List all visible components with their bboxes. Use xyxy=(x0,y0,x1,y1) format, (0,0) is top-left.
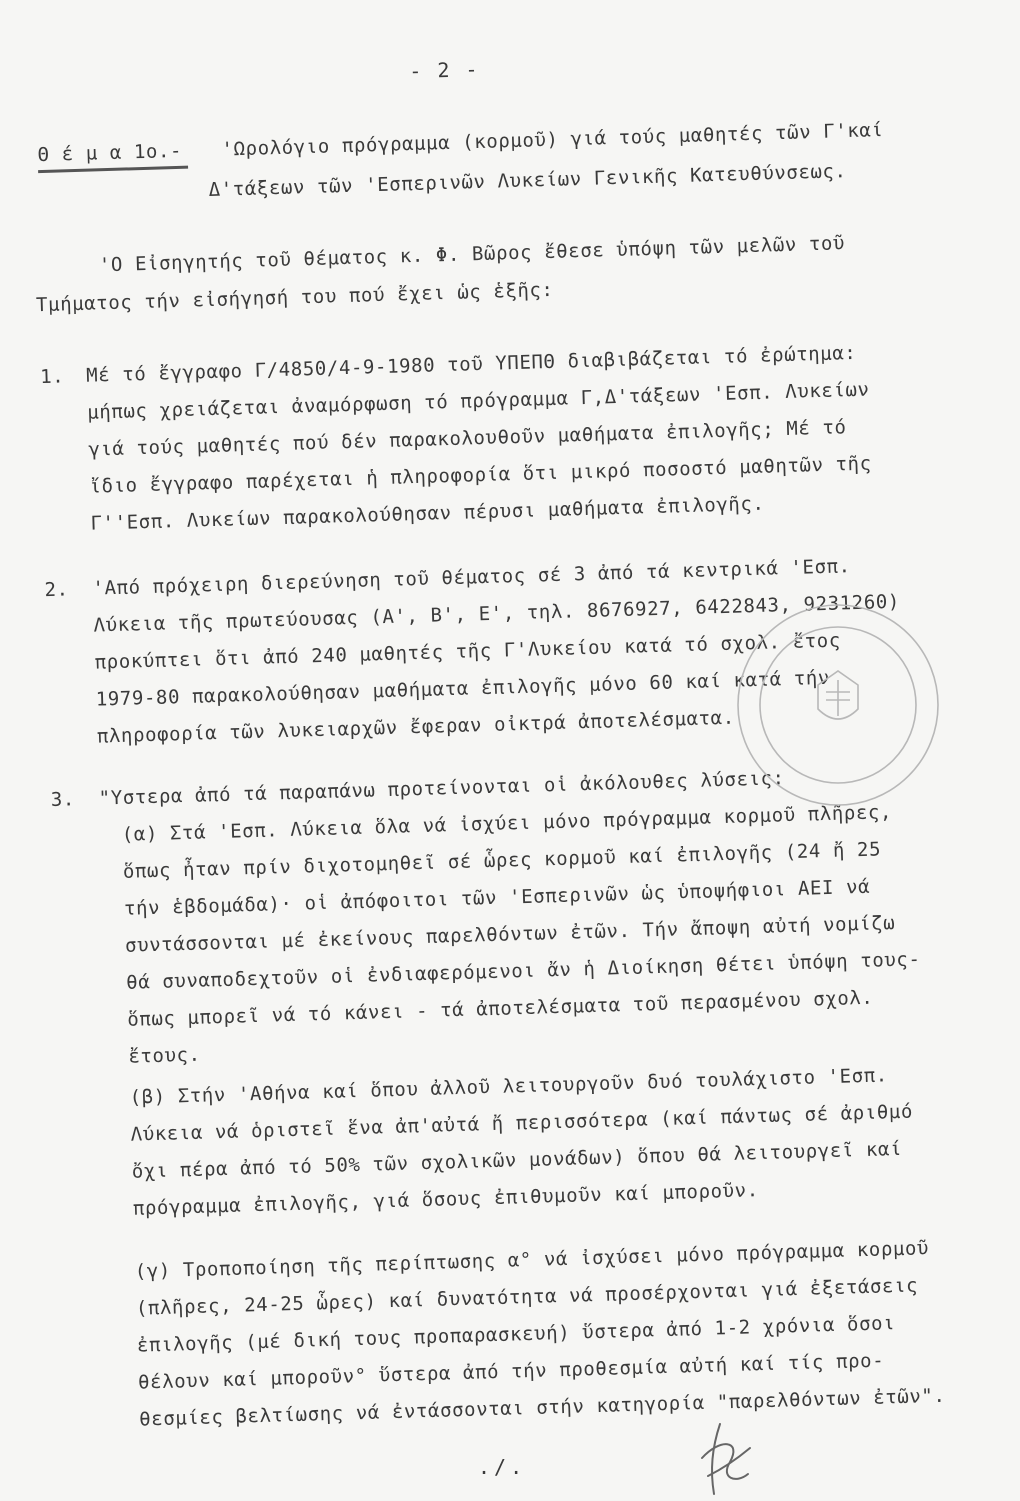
item-2-line: 1979-80 παρακολούθησαν μαθήματα ἐπιλογῆς μόνο 60 καί κατά τήν xyxy=(95,666,831,711)
item-3-line: ὅπως μπορεῖ νά τό κάνει - τά ἀποτελέσματα τοῦ περασμένου σχολ. xyxy=(126,986,874,1031)
item-3-line: συντάσσονται μέ ἐκείνους παρελθόντων ἐτῶν. Τήν ἄποψη αὐτή νομίζω xyxy=(124,911,896,957)
item-1-line: γιά τούς μαθητές πού δέν παρακολουθοῦν μαθήματα ἐπιλογῆς; Μέ τό xyxy=(88,416,847,461)
item-3-line: τήν ἑβδομάδα)· οἱ ἀπόφοιτοι τῶν 'Εσπερινῶν ὡς ὑποψήφιοι ΑΕΙ νά xyxy=(123,875,871,920)
item-2-line: 'Από πρόχειρη διερεύνηση τοῦ θέματος σέ 3 ἀπό τά κεντρικά 'Εσπ. xyxy=(92,555,851,600)
item-1-line: Μέ τό ἔγγραφο Γ/4850/4-9-1980 τοῦ ΥΠΕΠΘ διαβιβάζεται τό ἐρώτημα: xyxy=(85,341,857,387)
item-3-line: ὄχι πέρα ἀπό τό 50% τῶν σχολικῶν μονάδων) ὅπου θά λειτουργεῖ καί xyxy=(131,1137,903,1183)
continuation-mark: ./. xyxy=(478,1455,527,1479)
seal-stamp xyxy=(688,600,988,810)
item-3-line: (γ) Τροποποίηση τῆς περίπτωσης α° νά ἰσχύσει μόνο πρόγραμμα κορμοῦ xyxy=(134,1237,930,1283)
item-3-line: ἐπιλογῆς (μέ δική τους προπαρασκευή) ὕστερα ἀπό 1-2 χρόνια ὅσοι xyxy=(136,1312,896,1357)
intro-line-2: Τμήματος τήν εἰσήγησή του πού ἔχει ὡς ἑξῆς: xyxy=(35,278,554,317)
item-3-number: 3. xyxy=(50,788,76,811)
item-1-line: Γ''Εσπ. Λυκείων παρακολούθησαν πέρυσι μαθήματα ἐπιλογῆς. xyxy=(90,492,765,535)
item-2-line: πληροφορία τῶν λυκειαρχῶν ἔφεραν οἰκτρά ἀποτελέσματα. xyxy=(96,706,736,748)
theme-title-line-1: 'Ωρολόγιο πρόγραμμα (κορμοῦ) γιά τούς μαθητές τῶν Γ'καί xyxy=(221,118,884,161)
theme-underline xyxy=(38,166,188,173)
item-3-line: (πλῆρες, 24-25 ὧρες) καί δυνατότητα νά προσέρχονται γιά ἐξετάσεις xyxy=(135,1274,919,1320)
item-2-number: 2. xyxy=(44,578,69,602)
item-2-line: Λύκεια τῆς πρωτεύουσας (Α', Β', Ε', τηλ. 8676927, 6422843, 9231260) xyxy=(93,590,901,637)
intro-line-1: 'Ο Εἰσηγητής τοῦ θέματος κ. Φ. Βῶρος ἔθεσε ὑπόψη τῶν μελῶν τοῦ xyxy=(98,232,846,277)
item-3-line: θεσμίες βελτίωσης νά ἐντάσσονται στήν κατηγορία "παρελθόντων ἐτῶν". xyxy=(138,1384,946,1431)
item-3-line: (α) Στά 'Εσπ. Λύκεια ὅλα νά ἰσχύει μόνο πρόγραμμα κορμοῦ πλῆρες, xyxy=(121,801,893,846)
item-3-line: θέλουν καί μποροῦν° ὕστερα ἀπό τήν προθεσμία αὐτή καί τίς προ- xyxy=(137,1349,885,1394)
theme-label: Θ έ μ α 1ο.- xyxy=(37,139,183,167)
item-1-line: ἴδιο ἔγγραφο παρέχεται ἡ πληροφορία ὅτι μικρό ποσοστό μαθητῶν τῆς xyxy=(89,452,873,498)
item-3-line: θά συναποδεχτοῦν οἱ ἐνδιαφερόμενοι ἄν ἡ Διοίκηση θέτει ὑπόψη τους- xyxy=(125,948,921,994)
item-3-line: πρόγραμμα ἐπιλογῆς, γιά ὅσους ἐπιθυμοῦν καί μποροῦν. xyxy=(132,1179,760,1220)
item-3-line: (β) Στήν 'Αθήνα καί ὅπου ἀλλοῦ λειτουργοῦν δυό τουλάχιστο 'Εσπ. xyxy=(129,1064,889,1109)
theme-title-line-2: Δ'τάξεων τῶν 'Εσπερινῶν Λυκείων Γενικῆς Κατευθύνσεως. xyxy=(208,160,847,202)
item-3-line: ὅπως ἦταν πρίν διχοτομηθεῖ σέ ὧρες κορμοῦ καί ἐπιλογῆς (24 ἤ 25 xyxy=(122,838,882,883)
item-1-line: μήπως χρειάζεται ἀναμόρφωση τό πρόγραμμα Γ,Δ'τάξεων 'Εσπ. Λυκείων xyxy=(86,378,870,424)
item-3-line: ἔτους. xyxy=(128,1043,201,1068)
item-1-number: 1. xyxy=(39,365,65,389)
handwritten-initials xyxy=(690,1418,760,1498)
item-2-line: προκύπτει ὅτι ἀπό 240 μαθητές τῆς Γ'Λυκείου κατά τό σχολ. ἔτος xyxy=(94,629,842,674)
item-3-line: "Υστερα ἀπό τά παραπάνω προτείνονται οἱ ἀκόλουθες λύσεις: xyxy=(98,767,786,810)
item-3-line: Λύκεια νά ὁριστεῖ ἕνα ἀπ'αὐτά ἤ περισσότερα (καί πάντως σέ ἀριθμό xyxy=(130,1100,914,1146)
page-number: - 2 - xyxy=(408,56,480,84)
